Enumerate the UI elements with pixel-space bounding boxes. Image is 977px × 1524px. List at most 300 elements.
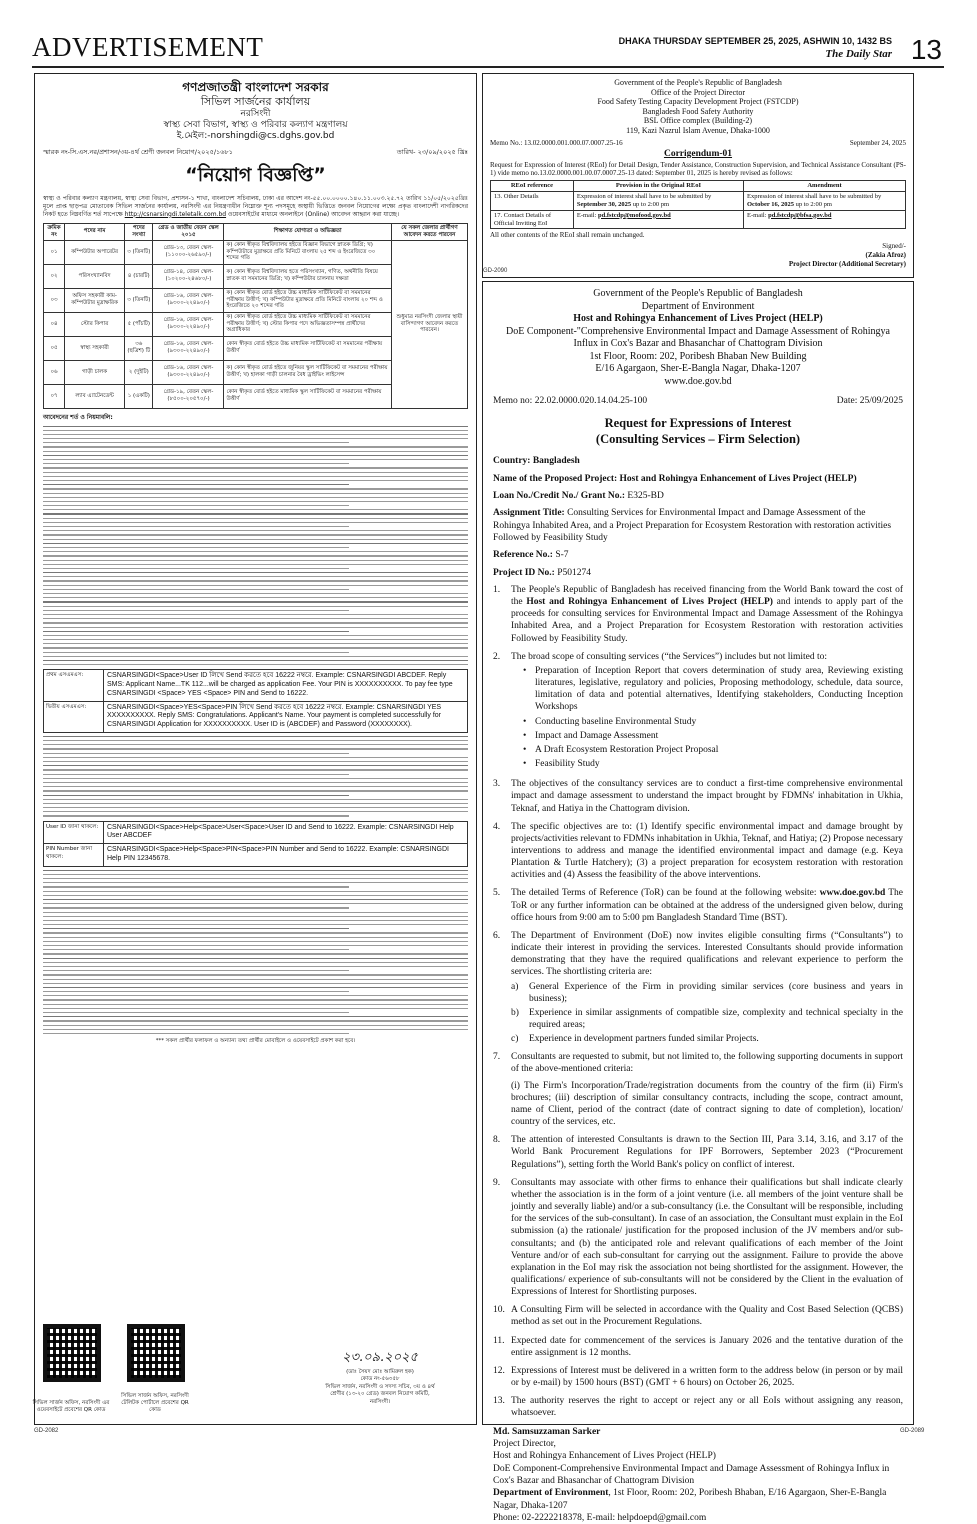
- gd-code-left: GD-2082: [34, 1428, 59, 1434]
- text-line: [43, 539, 468, 540]
- text-line: [43, 987, 468, 988]
- ctab-original: E-mail: pd.fstcdp@mofood.gov.bd: [573, 210, 743, 229]
- reoi-title: [493, 416, 903, 447]
- posts-table-header: [44, 223, 468, 240]
- text-line: [43, 932, 468, 933]
- text-line: [43, 597, 468, 598]
- help-contact: Phone: 02-2222218378, E-mail: helpdoepd@gmail.com: [493, 1512, 707, 1523]
- corr-date: September 24, 2025: [849, 138, 906, 147]
- ctab-amendment: Expression of interest shall have to be submitted by October 16, 2025 up to 2:00 pm: [744, 192, 906, 211]
- clause-5: 5. The detailed Terms of Reference (ToR) can be found at the following website: www.doe.gov.bd The ToR or any further information can be obtained at the address of the undersigned given below, during office hours from 9:00 am to 5:00 pm Bangladesh Standard Time (BST).: [493, 888, 903, 923]
- table-row: [44, 240, 468, 264]
- text-line: [43, 736, 468, 737]
- posts-col-header: শিক্ষাগত যোগ্যতা ও অভিজ্ঞতা: [224, 223, 392, 240]
- sms-first-label: প্রথম এসএমএস:: [44, 670, 104, 700]
- text-line: [43, 647, 468, 648]
- text-line: [43, 740, 468, 741]
- memo-number: স্মারক নং-সি.এস.নর/প্রশাসন/৩য়-৪র্থ শ্রেণী জনবল নিয়োগ/২০২৫/১৬৮১: [43, 147, 233, 156]
- text-line: [43, 601, 468, 602]
- text-line: [43, 949, 349, 950]
- text-line: [43, 488, 468, 489]
- text-line: [43, 606, 468, 607]
- dateline: DHAKA THURSDAY SEPTEMBER 25, 2025, ASHWIN 10, 1432 BS: [618, 36, 892, 46]
- sms-second-text: CSNARSINGDI<Space>YES<Space>PIN লিখে Send করতে হবে 16222 নম্বরে. Example: CSNARSINGDI YES XXXXXXXXXX. Reply SMS: Congratulations. Applicant's Name. Your payment is completed successfully for CSNARSINGDI Application for XXXXXXXXXX. User ID is (ABCDEF) and Password (XXXXXXXX).: [107, 703, 442, 729]
- post-qual: ক) কোন স্বীকৃত বিশ্ববিদ্যালয় হতে পরিসংখ্যান, গণিত, অর্থনীতি বিষয়ে স্নাতক বা সমমানের ডিগ্রি; খ) কম্পিউটার চালনায় দক্ষতা: [224, 264, 392, 288]
- conditions-text-block-2: [43, 736, 468, 817]
- text-line: [43, 995, 468, 996]
- text-line: [43, 467, 468, 468]
- text-line: [43, 631, 349, 632]
- reference-line: Reference No.: S-7: [493, 550, 569, 561]
- post-grade: গ্রেড-১৬, বেতন স্কেল-(৯৩০০-২২৪৯০/-): [153, 288, 224, 312]
- posts-table: [43, 223, 468, 409]
- list-item: [511, 1007, 903, 1031]
- post-sl: ০৪: [44, 312, 65, 336]
- ctab-original: Expression of interest shall have to be submitted by September 30, 2025 up to 2:00 pm: [573, 192, 743, 211]
- intro-text: স্বাস্থ্য ও পরিবার কল্যাণ মন্ত্রণালয়, স্বাস্থ্য সেবা বিভাগ, প্রশাসন-১ শাখা, বাংলাদেশ সচিবালয়, ঢাকা এর আদেশ নং-৫৫.০০.০০০০.১৪০.১১.০০৩.২৫.৭২ তারিখ ১১/০৫/২০২৫খ্রিঃ মূলে প্রাপ্ত ছাড়পত্র মোতাবেক সিভিল সার্জনের কার্যালয়, নরসিংদী এর নিয়ন্ত্রণাধীন নিম্নোক্ত শূন্য পদসমূহে অস্থায়ী ভিত্তিতে জনবল নিয়োগের লক্ষ্যে প্রকৃত বাংলাদেশী নাগরিকদের নিকট হতে নিম্নবর্ণিত শর্ত সাপেক্ষে: [43, 194, 468, 218]
- post-grade: গ্রেড-১৩, বেতন স্কেল- (১১০০০-২৬৫৯০/-): [153, 240, 224, 264]
- list-item: [511, 1033, 903, 1045]
- office-email: ই.মেইল:-norshingdi@cs.dghs.gov.bd: [176, 131, 335, 142]
- post-name: কম্পিউটার অপারেটর: [65, 240, 125, 264]
- text-line: [43, 807, 468, 808]
- criteria-text: Experience in similar assignments of compatible size, complexity and technical specialty in the required areas;: [529, 1007, 903, 1030]
- corrigendum-body: Request for Expression of Interest (REoI) for Detail Design, Tender Assistance, Construction Supervision, and Technical Assistance Consultant (PS-1) vide memo no.13.02.0000.001.00.07.0007.25-13 dated: September 01, 2025 is hereby revised as follows:: [490, 160, 906, 177]
- text-line: [43, 748, 468, 749]
- text-line: [43, 430, 468, 431]
- text-line: [43, 442, 349, 443]
- text-line: [43, 803, 468, 804]
- corr-header-line: Food Safety Testing Capacity Development Project (FSTCDP): [597, 97, 799, 107]
- text-line: [43, 1008, 468, 1009]
- bullet-text: Feasibility Study: [535, 759, 600, 770]
- corrigendum-title: Corrigendum-01: [663, 148, 733, 159]
- post-count: ১ (একটি): [125, 384, 153, 408]
- text-line: [43, 924, 468, 925]
- post-count: ৫ (পাঁচটি): [125, 312, 153, 336]
- text-line: [43, 564, 468, 565]
- lost-pin-label: PIN Number জানা থাকলে:: [44, 844, 104, 866]
- tor-link[interactable]: www.doe.gov.bd: [819, 888, 886, 899]
- h-line: Host and Rohingya Enhancement of Lives Project (HELP): [573, 313, 823, 324]
- post-name: ল্যাব এ্যাটেনডেন্ট: [65, 384, 125, 408]
- clause-6: 6. The Department of Environment (DoE) now invites eligible consulting firms (“Consultants”) to indicate their interest in providing the services. Interested Consultants should provide information demonstrating that they have the required qualifications and relevant experience to perform the services. The shortlisting criteria are: a) General Experience of the Firm in providing similar services (core business and years in business); b) Experience in similar assignments of compatible size, complexity and technical specialty in the required areas; c) Experience in development partners funded similar Projects.: [493, 930, 903, 1045]
- signature-block: [320, 1349, 440, 1406]
- text-line: [43, 635, 468, 636]
- newspaper-name: The Daily Star: [825, 48, 892, 60]
- text-line: [43, 974, 468, 975]
- text-line: [43, 899, 468, 900]
- text-line: [43, 572, 468, 573]
- text-line: [43, 811, 468, 812]
- text-line: [43, 928, 349, 929]
- clause-1: 1. The People's Republic of Bangladesh has received financing from the World Bank toward the cost of the Host and Rohingya Enhancement of Lives Project (HELP) and intends to apply part of the proceeds for consulting services for Environmental Impact and Damage Assessment of the Rohingya Inhabited Area, and a Project Preparation for Ecosystem Restoration with restoration activities Followed by Feasibility Study.: [493, 585, 903, 644]
- text-line: [43, 555, 468, 556]
- text-line: [43, 983, 468, 984]
- text-line: [43, 656, 468, 657]
- list-item: [523, 758, 903, 770]
- help-date: Date: 25/09/2025: [836, 396, 903, 406]
- website-qr-code[interactable]: [43, 1324, 101, 1382]
- text-line: [43, 912, 468, 913]
- bullet-text: Impact and Damage Assessment: [535, 730, 659, 741]
- posts-col-header: পদের নাম: [65, 223, 125, 240]
- notice-date: তারিখ- ২৩/০৯/২০২৫ খ্রিঃ: [396, 147, 468, 156]
- text-line: [43, 622, 468, 623]
- table-row: [491, 210, 906, 229]
- table-row: [491, 192, 906, 211]
- corr-signer: (Zakia Afroz): [865, 250, 906, 259]
- help-signer: Md. Samsuzzaman Sarker: [493, 1426, 601, 1437]
- lost-uid-label: User ID জানা থাকলে:: [44, 822, 104, 844]
- text-line: [43, 999, 468, 1000]
- text-line: [43, 576, 468, 577]
- ctab-header: Provision in the Original REoI: [573, 181, 743, 192]
- corrigendum-table: [490, 180, 906, 229]
- criteria-list: [511, 981, 903, 1046]
- corrigendum-ad: [482, 73, 914, 278]
- text-line: [43, 790, 468, 791]
- text-line: [43, 526, 349, 527]
- help-header: [493, 288, 903, 388]
- bullet-icon: •: [523, 730, 527, 741]
- country-line: Country: Bangladesh: [493, 456, 580, 467]
- post-sl: ০৬: [44, 360, 65, 384]
- text-line: [43, 907, 349, 908]
- text-line: [43, 547, 349, 548]
- text-line: [43, 534, 468, 535]
- h-line: Department of Environment: [641, 300, 755, 312]
- post-grade: গ্রেড-১৬, বেতন স্কেল-(৯৩০০-২২৪৯০/-): [153, 336, 224, 360]
- post-sl: ০৩: [44, 288, 65, 312]
- help-signer-title: Project Director,: [493, 1438, 556, 1449]
- recruitment-notice-ad: [34, 73, 477, 1425]
- text-line: [43, 618, 468, 619]
- reoi-title-line-1: Request for Expressions of Interest: [604, 416, 792, 430]
- bullet-icon: •: [523, 665, 527, 676]
- post-name: অফিস সহকারী কাম-কম্পিউটার মুদ্রাক্ষরিক: [65, 288, 125, 312]
- bullet-icon: •: [523, 759, 527, 770]
- list-item: [511, 981, 903, 1005]
- signed-mark: Signed/-: [882, 241, 906, 250]
- clause-12: 12. Expressions of Interest must be delivered in a written form to the address below (in person or by mail or by e-mail) by 1500 hours (BST) (GMT + 6 hours) on October 26, 2025.: [493, 1365, 903, 1389]
- text-line: [43, 895, 468, 896]
- ministry-name: স্বাস্থ্য সেবা বিভাগ, স্বাস্থ্য ও পরিবার কল্যাণ মন্ত্রণালয়: [163, 120, 348, 130]
- gd-code-corr: GD-2090: [483, 268, 508, 274]
- text-line: [43, 593, 468, 594]
- qr-caption-1: সিভিল সার্জন অফিস, নরসিংদী এর ওয়েবসাইটে প্রবেশের QR কোড: [32, 1399, 110, 1413]
- gov-name: গণপ্রজাতন্ত্রী বাংলাদেশ সরকার: [182, 80, 329, 94]
- text-line: [43, 886, 349, 887]
- text-line: [43, 551, 468, 552]
- posts-col-header: ক্রমিক নং: [44, 223, 65, 240]
- corr-header-line: Government of the People's Republic of Bangladesh: [614, 78, 782, 87]
- text-line: [43, 627, 468, 628]
- corr-signer-title: Project Director (Additional Secretary): [788, 259, 906, 268]
- post-count: ৪ (চারটি): [125, 264, 153, 288]
- page-masthead: [32, 34, 944, 68]
- text-line: [43, 509, 468, 510]
- text-line: [43, 652, 349, 653]
- ctab-header: REoI reference: [491, 181, 574, 192]
- text-line: [43, 589, 349, 590]
- text-line: [43, 472, 468, 473]
- post-qual: ক) কোন স্বীকৃত বিশ্ববিদ্যালয় হইতে বিজ্ঞান বিভাগে স্নাতক ডিগ্রি; খ) কম্পিউটারে মুদ্রাক্ষরে প্রতি মিনিটে বাংলায় ২৫ শব্দ ও ইংরেজিতে ৩০ শব্দের গতি: [224, 240, 392, 264]
- post-qual: ক) কোন স্বীকৃত বোর্ড হইতে জুনিয়র স্কুল সার্টিফিকেট বা সমমানের পরীক্ষায় উত্তীর্ণ; খ) হালকা গাড়ী চালনার বৈধ ড্রাইভিং লাইসেন্স: [224, 360, 392, 384]
- signer-id: কোড নং-৫৬৩৫৮: [360, 1376, 400, 1383]
- text-line: [43, 1033, 349, 1034]
- text-line: [43, 585, 468, 586]
- list-item: [523, 665, 903, 714]
- text-line: [43, 991, 349, 992]
- intro-tail: ওয়েবসাইটের মাধ্যমে অনলাইনে (Online) আবেদন আহ্বান করা যাচ্ছে।: [227, 210, 399, 218]
- project-id-line: Project ID No.: P501274: [493, 567, 591, 578]
- text-line: [43, 958, 468, 959]
- help-signature-block: [493, 1426, 903, 1524]
- gd-code-help: GD-2089: [900, 1428, 925, 1434]
- text-line: [43, 1016, 468, 1017]
- text-line: [43, 753, 349, 754]
- posts-col-header: গ্রেড ও জাতীয় বেতন স্কেল ২০১৫: [153, 223, 224, 240]
- text-line: [43, 543, 468, 544]
- text-line: [43, 1025, 468, 1026]
- text-line: [43, 916, 468, 917]
- post-count: ৩ (তিনটি): [125, 240, 153, 264]
- apply-link[interactable]: http://csnarsingdi.teletalk.com.bd: [124, 210, 227, 218]
- bullet-text: A Draft Ecosystem Restoration Project Proposal: [535, 744, 719, 755]
- sms-second-label: দ্বিতীয় এসএমএস:: [44, 702, 104, 732]
- text-line: [43, 484, 349, 485]
- corr-header-line: BSL Office complex (Building-2): [643, 116, 753, 126]
- text-line: [43, 505, 349, 506]
- text-line: [43, 530, 468, 531]
- post-grade: গ্রেড-১৬, বেতন স্কেল-(৯৩০০-২২৪৯০/-): [153, 312, 224, 336]
- help-signer-line: Host and Rohingya Enhancement of Lives Project (HELP): [493, 1451, 716, 1462]
- post-sl: ০২: [44, 264, 65, 288]
- post-count: ৩৬ (ছত্রিশ) টি: [125, 336, 153, 360]
- reoi-title-line-2: (Consulting Services – Firm Selection): [595, 431, 801, 446]
- post-count: ২ (দুইটি): [125, 360, 153, 384]
- text-line: [43, 660, 468, 661]
- text-line: [43, 438, 468, 439]
- text-line: [43, 1012, 349, 1013]
- text-line: [43, 480, 468, 481]
- corrigendum-footer: All other contents of the REoI shall remain unchanged.: [490, 231, 645, 240]
- criteria-key: a): [511, 981, 519, 992]
- posts-table-body: [44, 240, 468, 408]
- conditions-heading: আবেদনের শর্ত ও নিয়মাবলি:: [43, 413, 113, 421]
- text-line: [43, 878, 468, 879]
- clause-4: 4. The specific objectives are to: (1) Identify specific environmental impact and damage brought by projects/activities relevant to FDMNs inhabitation in Ukhia, Teknaf, and Hatiya; (2) Propose necessary interventions to address and manage the identified environmental impact and damage (e.g. Keya Plantation & Turtle Hatchery); (3) a project preparation for ecosystem restoration with restoration activities and (4) Assess the feasibility of the above interventions.: [493, 821, 903, 881]
- text-line: [43, 795, 349, 796]
- text-line: [43, 463, 349, 464]
- text-line: [43, 786, 468, 787]
- signer-name: (ডাঃ সৈয়দ মোঃ আমিরুল হক): [346, 1368, 414, 1375]
- corrigendum-signature: [490, 242, 906, 269]
- clause-13: 13. The authority reserves the right to accept or reject any or all EoIs without assigning any reason, whatsoever.: [493, 1396, 903, 1419]
- text-line: [43, 580, 468, 581]
- text-line: [43, 522, 468, 523]
- text-line: [43, 455, 468, 456]
- conditions-text-block-3: [43, 870, 468, 1035]
- text-line: [43, 891, 468, 892]
- corr-memo: Memo No.: 13.02.0000.001.000.07.0007.25-16: [490, 138, 623, 147]
- text-line: [43, 518, 468, 519]
- text-line: [43, 774, 349, 775]
- list-item: [523, 716, 903, 728]
- clause-7: 7. Consultants are requested to submit, but not limited to, the following supporting documents in support of the above-mentioned criteria: (i) The Firm's Incorporation/Trade/registration documents from the country of the firm (ii) Firm's brochures; (iii) description of similar consultancy contracts, including the scope, contract amount, name of Client, period of the contract (date of contract signing to date of completion), location/ country of the services, etc.: [493, 1052, 903, 1128]
- ctab-ref: 17. Contact Details of Official Inviting EoI: [491, 210, 574, 229]
- text-line: [43, 782, 468, 783]
- text-line: [43, 765, 468, 766]
- text-line: [43, 1004, 468, 1005]
- text-line: [43, 945, 468, 946]
- text-line: [43, 757, 468, 758]
- post-grade: গ্রেড-১৯, বেতন স্কেল-(৮৫০০-২০৫৭০/-): [153, 384, 224, 408]
- bullet-text: Preparation of Inception Report that covers determination of study area, Reviewing existing literatures, legislative, regulatory and policies, Proposing methodology, schedule, data source, limitation of data and potential alternatives, Identifying stakeholders, Conducting Inception Workshops: [535, 665, 903, 713]
- lost-credentials-instructions: [43, 821, 468, 867]
- text-line: [43, 744, 468, 745]
- text-line: [43, 560, 468, 561]
- help-signer-address: Department of Environment, 1st Floor, Room: 202, Poribesh Bhaban, E/16 Agargaon, Sher-E-Bangla Nagar, Dhaka-1207: [493, 1488, 887, 1511]
- ctab-ref: 13. Other Details: [491, 192, 574, 211]
- signer-post: সিভিল সার্জন, নরসিংদী ও সদস্য সচিব, ৩য় ও ৪র্থ শ্রেণীর (১৩-২০ গ্রেড) জনবল নিয়োগ কমিটি, নরসিংদী।: [325, 1383, 435, 1405]
- notice-intro: [43, 195, 468, 219]
- text-line: [43, 639, 468, 640]
- post-qual: কোন স্বীকৃত বোর্ড হইতে মাধ্যমিক স্কুল সার্টিফিকেট বা সমমানের পরীক্ষায় উত্তীর্ণ: [224, 384, 392, 408]
- text-line: [43, 643, 468, 644]
- post-qual: ক) কোন স্বীকৃত বোর্ড হইতে উচ্চ মাধ্যমিক সার্টিফিকেট বা সমমানের পরীক্ষায় উত্তীর্ণ; খ) কম্পিউটার মুদ্রাক্ষরে প্রতি মিনিটে বাংলায় ২০ শব্দ ও ইংরেজিতে ২০ শব্দের গতি: [224, 288, 392, 312]
- text-line: [43, 953, 468, 954]
- notice-header: [43, 80, 468, 143]
- text-line: [43, 761, 468, 762]
- text-line: [43, 610, 349, 611]
- post-sl: ০৭: [44, 384, 65, 408]
- text-line: [43, 497, 468, 498]
- project-line: Name of the Proposed Project: Host and Rohingya Enhancement of Lives Project (HELP): [493, 473, 857, 484]
- text-line: [43, 903, 468, 904]
- office-name: সিভিল সার্জনের কার্যালয়: [200, 95, 311, 108]
- text-line: [43, 778, 468, 779]
- corrigendum-header: [490, 78, 906, 136]
- text-line: [43, 446, 468, 447]
- corr-header-line: Office of the Project Director: [650, 87, 746, 97]
- text-line: [43, 979, 468, 980]
- text-line: [43, 882, 468, 883]
- signature: ২৩.০৯.২০২৫: [342, 1349, 418, 1365]
- help-signer-line: DoE Component-Comprehensive Environmental Impact and Damage Assessment of Rohingya Influx in Cox's Bazar and Bhasanchar of Chattogram Division: [493, 1463, 890, 1486]
- text-line: [43, 941, 468, 942]
- posts-col-header: যে সকল জেলার প্রার্থীগণ আবেদন করতে পারবেন: [391, 223, 467, 240]
- criteria-key: c): [511, 1034, 519, 1045]
- text-line: [43, 769, 468, 770]
- text-line: [43, 1020, 468, 1021]
- ctab-amendment: E-mail: pd.fstcdp@bfsa.gov.bd: [744, 210, 906, 229]
- post-name: স্টোর কিপার: [65, 312, 125, 336]
- criteria-text: Experience in development partners funded similar Projects.: [529, 1034, 759, 1045]
- teletalk-qr-code[interactable]: [127, 1324, 185, 1382]
- notice-title: “নিয়োগ বিজ্ঞপ্তি”: [185, 163, 326, 186]
- bullet-icon: •: [523, 716, 527, 727]
- bullet-icon: •: [523, 744, 527, 755]
- page-number: 13: [910, 34, 942, 65]
- h-line: Government of the People's Republic of Bangladesh: [593, 288, 803, 299]
- doe-website-link[interactable]: www.doe.gov.bd: [664, 375, 732, 387]
- text-line: [43, 937, 468, 938]
- qr-caption-2: সিভিল সার্জন অফিস, নরসিংদী টেলিটক পোর্টালে প্রবেশের QR কোড: [121, 1392, 189, 1413]
- post-name: গাড়ী চালক: [65, 360, 125, 384]
- text-line: [43, 874, 468, 875]
- text-line: [43, 501, 468, 502]
- post-name: স্বাস্থ্য সহকারী: [65, 336, 125, 360]
- post-grade: গ্রেড-১৬, বেতন স্কেল-(৯৩০০-২২৪৯০/-): [153, 360, 224, 384]
- clause-10: 10. A Consulting Firm will be selected in accordance with the Quality and Cost Based Selection (QCBS) method as set out in the Procurement Regulations.: [493, 1305, 903, 1328]
- documents-list: (i) The Firm's Incorporation/Trade/registration documents from the country of the firm (ii) Firm's brochures; (iii) description of similar consultancy contracts, including the scope, contract amount, name of Client, period of the contract (date of contract signing to date of completion), location/ country of the services, etc.: [511, 1080, 903, 1128]
- clause-11: 11. Expected date for commencement of the services is January 2026 and the tentative duration of the entire assignment is 12 months.: [493, 1335, 903, 1358]
- conditions-text-block: [43, 426, 468, 666]
- posts-col-header: পদের সংখ্যা: [125, 223, 153, 240]
- assignment-line: Assignment Title: Consulting Services for Environmental Impact and Damage Assessment of the Rohingya Inhabited Area, and a Project Preparation for Ecosystem Restoration with restoration activities Followed by Feasibility Study: [493, 508, 892, 543]
- help-memo: Memo no: 22.02.0000.020.14.04.25-100: [493, 396, 648, 406]
- text-line: [43, 1029, 468, 1030]
- post-sl: ০৫: [44, 336, 65, 360]
- corr-header-line: 119, Kazi Nazrul Islam Avenue, Dhaka-1000: [626, 125, 770, 135]
- post-sl: ০১: [44, 240, 65, 264]
- h-line: E/16 Agargaon, Sher-E-Bangla Nagar, Dhaka-1207: [595, 363, 801, 374]
- post-grade: গ্রেড-১৪, বেতন স্কেল- (১০২০০-২৪৬৮০/-): [153, 264, 224, 288]
- post-qual: কোন স্বীকৃত বোর্ড হইতে উচ্চ মাধ্যমিক সার্টিফিকেট বা সমমানের পরীক্ষায় উত্তীর্ণ: [224, 336, 392, 360]
- ctab-header: Amendment: [744, 181, 906, 192]
- text-line: [43, 493, 468, 494]
- text-line: [43, 451, 468, 452]
- text-line: [43, 815, 349, 816]
- text-line: [43, 426, 468, 427]
- text-line: [43, 970, 349, 971]
- bullet-text: Conducting baseline Environmental Study: [535, 716, 697, 727]
- text-line: [43, 568, 349, 569]
- clause-2: 2. The broad scope of consulting services (“the Services”) includes but not limited to: • Preparation of Inception Report that covers determination of study area, Reviewing existing literatures, legislative, regulatory and policies, Proposing methodology, schedule, data source, limitation of data and potential alternatives, Identifying stakeholders, Conducting Inception Workshops • Conducting baseline Environmental Study • Impact and Damage Assessment • A Draft Ecosystem Restoration Project Proposal • Feasibility Study: [493, 651, 903, 770]
- reoi-clauses: [493, 584, 903, 1420]
- criteria-text: General Experience of the Firm in providing similar services (core business and years in business);: [529, 981, 903, 1004]
- text-line: [43, 513, 468, 514]
- criteria-key: b): [511, 1007, 519, 1018]
- scope-bullets: [523, 665, 903, 770]
- clause-9: 9. Consultants may associate with other firms to enhance their qualifications but shall indicate clearly whether the association is in the form of a joint venture (i.e. all members of the joint venture shall be jointly and severally liable) and/or a sub-consultancy (i.e. the Consultant will be responsible, including for the services of the sub-consultant). In case of an association, the Consultant must explain in the EoI submission (a) the rationale/ justification for the proposed inclusion of the JV members and/or sub-consultants; and (b) the anticipated role and relevant qualifications of each member of the Joint Venture and/or of each sub-consultant for carrying out the assignment. Failure to provide the above explanation in the EoI may risk the association not being shortlisted for the assignment. However, the qualifications/ experience of sub-consultants will not be considered by the Client in the evaluation of Expressions of Interest for Shortlisting purposes.: [493, 1177, 903, 1298]
- results-note: *** সকল প্রার্থীর ফলাফল ও অন্যান্য তথ্য প্রার্থীর মোবাইলে ও ওয়েবসাইটে প্রকাশ করা হবে।: [155, 1038, 356, 1045]
- text-line: [43, 920, 468, 921]
- section-label: ADVERTISEMENT: [32, 32, 264, 62]
- list-item: [523, 744, 903, 756]
- list-item: [523, 730, 903, 742]
- post-count: ৩ (তিনটি): [125, 288, 153, 312]
- lost-pin-text: CSNARSINGDI<Space>Help<Space>PIN<Space>PIN Number and Send to 16222. Example: CSNARSINGDI Help PIN 12345678.: [107, 846, 450, 862]
- text-line: [43, 434, 468, 435]
- lost-uid-text: CSNARSINGDI<Space>Help<Space>User<Space>User ID and Send to 16222. Example: CSNARSINGDI Help User ABCDEF: [107, 823, 454, 840]
- text-line: [43, 962, 468, 963]
- clause-8: 8. The attention of interested Consultants is drawn to the Section III, Para 3.14, 3.16, and 3.17 of the World Bank Procurement Regulations for IPF Borrowers, September 2023 (“Procurement Regulations”), setting forth the World Bank's policy on conflict of interest.: [493, 1135, 903, 1170]
- h-line: 1st Floor, Room: 202, Poribesh Bhaban New Building: [589, 350, 807, 362]
- text-line: [43, 476, 468, 477]
- text-line: [43, 870, 468, 871]
- h-line: DoE Component-"Comprehensive Environmental Impact and Damage Assessment of Rohingya Influx in Cox's Bazar and Bhasanchar of Chattogram Division: [505, 325, 890, 349]
- sms-instructions: [43, 669, 468, 733]
- text-line: [43, 459, 468, 460]
- eligible-district-note: শুধুমাত্র নরসিংদী জেলার স্থায়ী বাসিন্দাগণ আবেদন করতে পারবেন।: [391, 240, 467, 408]
- text-line: [43, 799, 468, 800]
- sms-first-text: CSNARSINGDI<Space>User ID লিখে Send করতে হবে 16222 নম্বরে. Example: CSNARSINGDI ABCDEF. Reply SMS: Applicant Name...TK 112...will be charged as application Fee. Your PIN is XXXXXXXXXX. To pay fee type CSNARSINGDI <Space> YES <Space> PIN and Send to 16222.: [107, 672, 453, 697]
- corr-header-line: Bangladesh Food Safety Authority: [642, 106, 754, 116]
- clause-3: 3. The objectives of the consultancy services are to conduct a first-time comprehensive environmental impact and damage assessment to understand the impact brought by FDMNs' inhabitation in Ukhia, Teknaf, and Hatiya in the Chattogram division.: [493, 779, 903, 814]
